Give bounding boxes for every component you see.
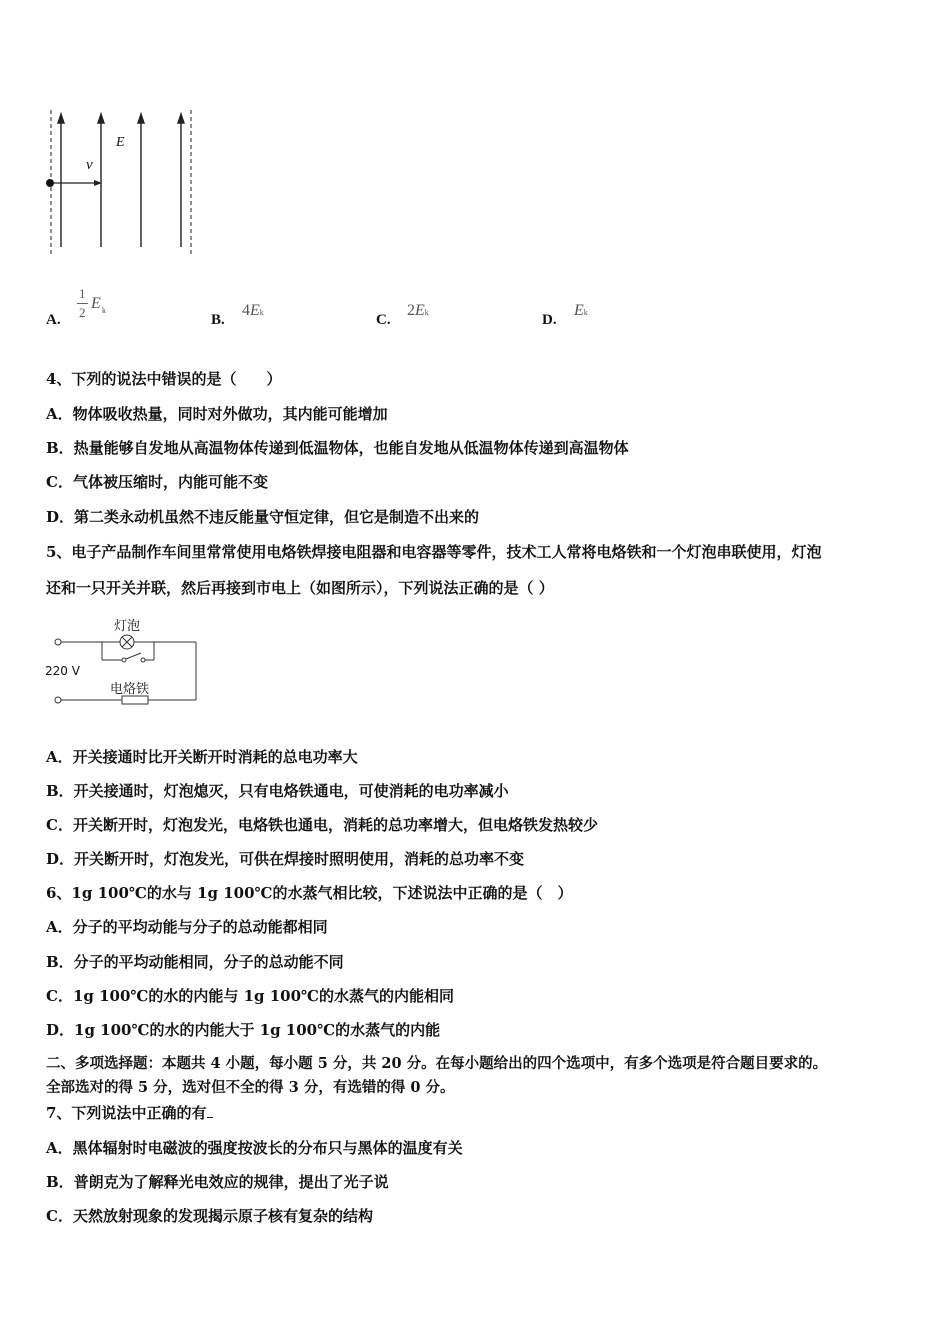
electric-field-figure xyxy=(40,105,200,265)
energy-symbol: E xyxy=(250,302,260,319)
energy-symbol: E xyxy=(574,302,584,319)
option-c-formula xyxy=(407,302,429,328)
energy-subscript: k xyxy=(102,306,106,315)
q7-option-a: A．黑体辐射时电磁波的强度按波长的分布只与黑体的温度有关 xyxy=(46,1139,463,1157)
option-b-label: B. xyxy=(211,312,225,328)
q4-option-a: A．物体吸收热量，同时对外做功，其内能可能增加 xyxy=(46,405,388,423)
q7-option-c: C．天然放射现象的发现揭示原子核有复杂的结构 xyxy=(46,1207,373,1225)
energy-subscript: k xyxy=(583,308,588,317)
voltage-label: 220 V xyxy=(45,664,80,678)
q6-stem: 6、1g 100℃的水与 1g 100℃的水蒸气相比较，下述说法中正确的是（ ） xyxy=(46,884,573,902)
q5-stem-line1: 5、电子产品制作车间里常常使用电烙铁焊接电阻器和电容器等零件，技术工人常将电烙铁和一个灯泡串联使用，灯泡 xyxy=(46,543,822,561)
q4-option-d: D．第二类永动机虽然不违反能量守恒定律，但它是制造不出来的 xyxy=(46,508,480,526)
coefficient: 2 xyxy=(407,302,415,319)
option-d-formula xyxy=(574,302,588,328)
charged-particle xyxy=(46,179,54,187)
fraction-numerator: 1 xyxy=(79,286,86,301)
section2-instructions-line2: 全部选对的得 5 分，选对但不全的得 3 分，有选错的得 0 分。 xyxy=(46,1079,455,1096)
section2-instructions-line1: 二、多项选择题：本题共 4 小题，每小题 5 分，共 20 分。在每小题给出的四个选项中，有多个选项是符合题目要求的。 xyxy=(46,1055,828,1072)
option-d-label: D. xyxy=(542,312,557,328)
bulb-label: 灯泡 xyxy=(114,619,141,634)
q6-option-c: C．1g 100℃的水的内能与 1g 100℃的水蒸气的内能相同 xyxy=(46,987,455,1005)
q5-option-b: B．开关接通时，灯泡熄灭，只有电烙铁通电，可使消耗的电功率减小 xyxy=(46,782,509,800)
option-b-formula xyxy=(242,302,264,328)
field-label: E xyxy=(116,135,125,150)
energy-subscript: k xyxy=(259,308,264,317)
q4-option-c: C．气体被压缩时，内能可能不变 xyxy=(46,473,268,491)
energy-symbol: E xyxy=(91,295,101,312)
q7-option-b: B．普朗克为了解释光电效应的规律，提出了光子说 xyxy=(46,1173,389,1191)
q4-option-b: B．热量能够自发地从高温物体传递到低温物体，也能自发地从低温物体传递到高温物体 xyxy=(46,439,629,457)
electric-field-diagram xyxy=(40,105,200,265)
q5-option-c: C．开关断开时，灯泡发光，电烙铁也通电，消耗的总功率增大，但电烙铁发热较少 xyxy=(46,816,598,834)
circuit-diagram xyxy=(44,612,204,712)
energy-symbol: E xyxy=(415,302,425,319)
fraction-bar xyxy=(77,303,88,304)
velocity-label: v xyxy=(86,157,93,173)
coefficient: 4 xyxy=(242,302,250,319)
q5-option-d: D．开关断开时，灯泡发光，可供在焊接时照明使用，消耗的总功率不变 xyxy=(46,850,525,868)
q6-option-a: A．分子的平均动能与分子的总动能都相同 xyxy=(46,918,328,936)
answer-blank xyxy=(207,1117,213,1118)
q6-option-d: D．1g 100℃的水的内能大于 1g 100℃的水蒸气的内能 xyxy=(46,1021,441,1039)
q7-stem-wrap xyxy=(46,1103,213,1123)
q4-stem: 4、下列的说法中错误的是（ ） xyxy=(46,370,282,388)
q5-option-a: A．开关接通时比开关断开时消耗的总电功率大 xyxy=(46,748,358,766)
q7-stem: 7、下列说法中正确的有 xyxy=(46,1104,207,1122)
q6-option-b: B．分子的平均动能相同，分子的总动能不同 xyxy=(46,953,344,971)
energy-subscript: k xyxy=(424,308,429,317)
iron-label: 电烙铁 xyxy=(110,682,150,697)
option-c-label: C. xyxy=(376,312,391,328)
option-a-formula xyxy=(76,286,116,326)
option-a-label: A. xyxy=(46,312,61,328)
q5-stem-line2: 还和一只开关并联，然后再接到市电上（如图所示），下列说法正确的是（ ） xyxy=(46,579,554,597)
fraction-denominator: 2 xyxy=(79,305,86,320)
